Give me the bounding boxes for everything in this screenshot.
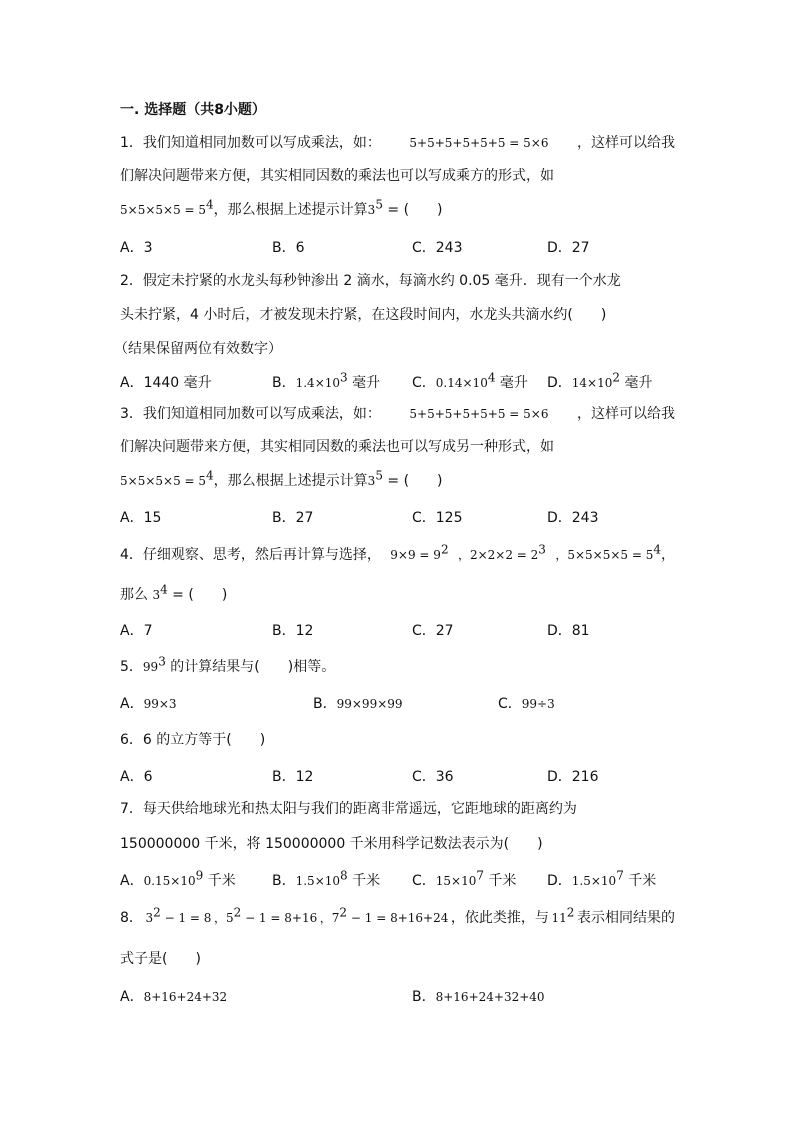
q3-option-a[interactable]: A．15 bbox=[120, 510, 162, 526]
q2-option-b[interactable]: B．$1.4\times 10^3$ 毫升 bbox=[272, 370, 381, 391]
q4-line-1: 4．仔细观察、思考，然后再计算与选择， $9\times 9 = 9^2$ ，$2\times 2\times 2 = 2^3$ ，$5\times 5\times 5\times 5 = 5^4$， bbox=[120, 542, 675, 563]
q6-option-b[interactable]: B．12 bbox=[272, 769, 314, 785]
q7-option-b[interactable]: B．$1.5\times 10^8$ 千米 bbox=[272, 868, 381, 889]
q3-option-d[interactable]: D．243 bbox=[547, 510, 599, 526]
q7-line-2: 150000000 千米，将 150000000 千米用科学记数法表示为( ) bbox=[120, 836, 543, 852]
q3-line-2: 们解决问题带来方便，其实相同因数的乘法也可以写成另一种形式，如 bbox=[120, 439, 554, 455]
q2-line-2: 头未拧紧，4 小时后，才被发现未拧紧，在这段时间内，水龙头共滴水约( ) bbox=[120, 307, 607, 323]
q5-option-c[interactable]: C．99÷3 bbox=[498, 696, 555, 712]
q5-line-1: 5．$99^3$ 的计算结果与( )相等。 bbox=[120, 654, 336, 675]
q2-note: （结果保留两位有效数字） bbox=[114, 341, 282, 357]
q1-line-2: 们解决问题带来方便，其实相同因数的乘法也可以写成乘方的形式，如 bbox=[120, 168, 554, 184]
q4-option-b[interactable]: B．12 bbox=[272, 623, 314, 639]
q6-line-1: 6．6 的立方等于( ) bbox=[120, 732, 266, 748]
q2-option-a[interactable]: A．1440 毫升 bbox=[120, 375, 212, 391]
q5-option-a[interactable]: A．99×3 bbox=[120, 696, 177, 712]
q3-option-c[interactable]: C．125 bbox=[412, 510, 463, 526]
q4-option-a[interactable]: A．7 bbox=[120, 623, 153, 639]
q1-option-b[interactable]: B．6 bbox=[272, 240, 305, 256]
q7-option-c[interactable]: C．$15\times 10^7$ 千米 bbox=[412, 868, 517, 889]
q3-example-equation: 5+5+5+5+5+5 = 5×6 bbox=[409, 407, 549, 421]
q8-line-1: 8． $3^2 - 1 = 8$ ，$5^2 - 1 = 8+16$ ，$7^2 - 1 = 8+16+24$ ，依此类推，与 $11^2$ 表示相同结果的 bbox=[120, 905, 675, 926]
q8-option-b[interactable]: B．8+16+24+32+40 bbox=[412, 989, 545, 1005]
q7-option-d[interactable]: D．$1.5\times 10^7$ 千米 bbox=[547, 868, 657, 889]
q7-option-a[interactable]: A．$0.15\times 10^9$ 千米 bbox=[120, 868, 236, 889]
q4-option-d[interactable]: D．81 bbox=[547, 623, 590, 639]
q6-option-d[interactable]: D．216 bbox=[547, 769, 599, 785]
q6-option-c[interactable]: C．36 bbox=[412, 769, 454, 785]
q2-line-1: 2．假定未拧紧的水龙头每秒钟渗出 2 滴水，每滴水约 0.05 毫升．现有一个水龙 bbox=[120, 273, 621, 289]
q4-line-2: 那么 $3^4$ = ( ) bbox=[120, 582, 228, 603]
q8-option-a[interactable]: A．8+16+24+32 bbox=[120, 989, 228, 1005]
q8-line-2: 式子是( ) bbox=[120, 951, 201, 967]
q1-option-a[interactable]: A．3 bbox=[120, 240, 153, 256]
q3-option-b[interactable]: B．27 bbox=[272, 510, 314, 526]
q3-line-3: $5\times 5\times 5\times 5 = 5^4$，那么根据上述提示计算$3^5$ = ( ) bbox=[120, 468, 443, 489]
q1-example-equation: 5+5+5+5+5+5 = 5×6 bbox=[409, 136, 549, 150]
q4-option-c[interactable]: C．27 bbox=[412, 623, 454, 639]
q6-option-a[interactable]: A．6 bbox=[120, 769, 153, 785]
q3-line-1: 3．我们知道相同加数可以写成乘法，如： 5+5+5+5+5+5 = 5×6 ，这样可以给我 bbox=[120, 406, 675, 422]
q2-option-d[interactable]: D．$14\times 10^2$ 毫升 bbox=[547, 370, 653, 391]
q2-option-c[interactable]: C．$0.14\times 10^4$ 毫升 bbox=[412, 370, 528, 391]
q1-option-c[interactable]: C．243 bbox=[412, 240, 463, 256]
section-title: 一. 选择题（共8小题） bbox=[120, 102, 266, 118]
q1-line-3: $5\times 5\times 5\times 5 = 5^4$，那么根据上述提示计算$3^5$ = ( ) bbox=[120, 197, 443, 218]
q5-option-b[interactable]: B．99×99×99 bbox=[313, 696, 403, 712]
q1-option-d[interactable]: D．27 bbox=[547, 240, 590, 256]
q1-line-1: 1．我们知道相同加数可以写成乘法，如： 5+5+5+5+5+5 = 5×6 ，这样可以给我 bbox=[120, 135, 675, 151]
q7-line-1: 7．每天供给地球光和热太阳与我们的距离非常遥远，它距地球的距离约为 bbox=[120, 801, 577, 817]
